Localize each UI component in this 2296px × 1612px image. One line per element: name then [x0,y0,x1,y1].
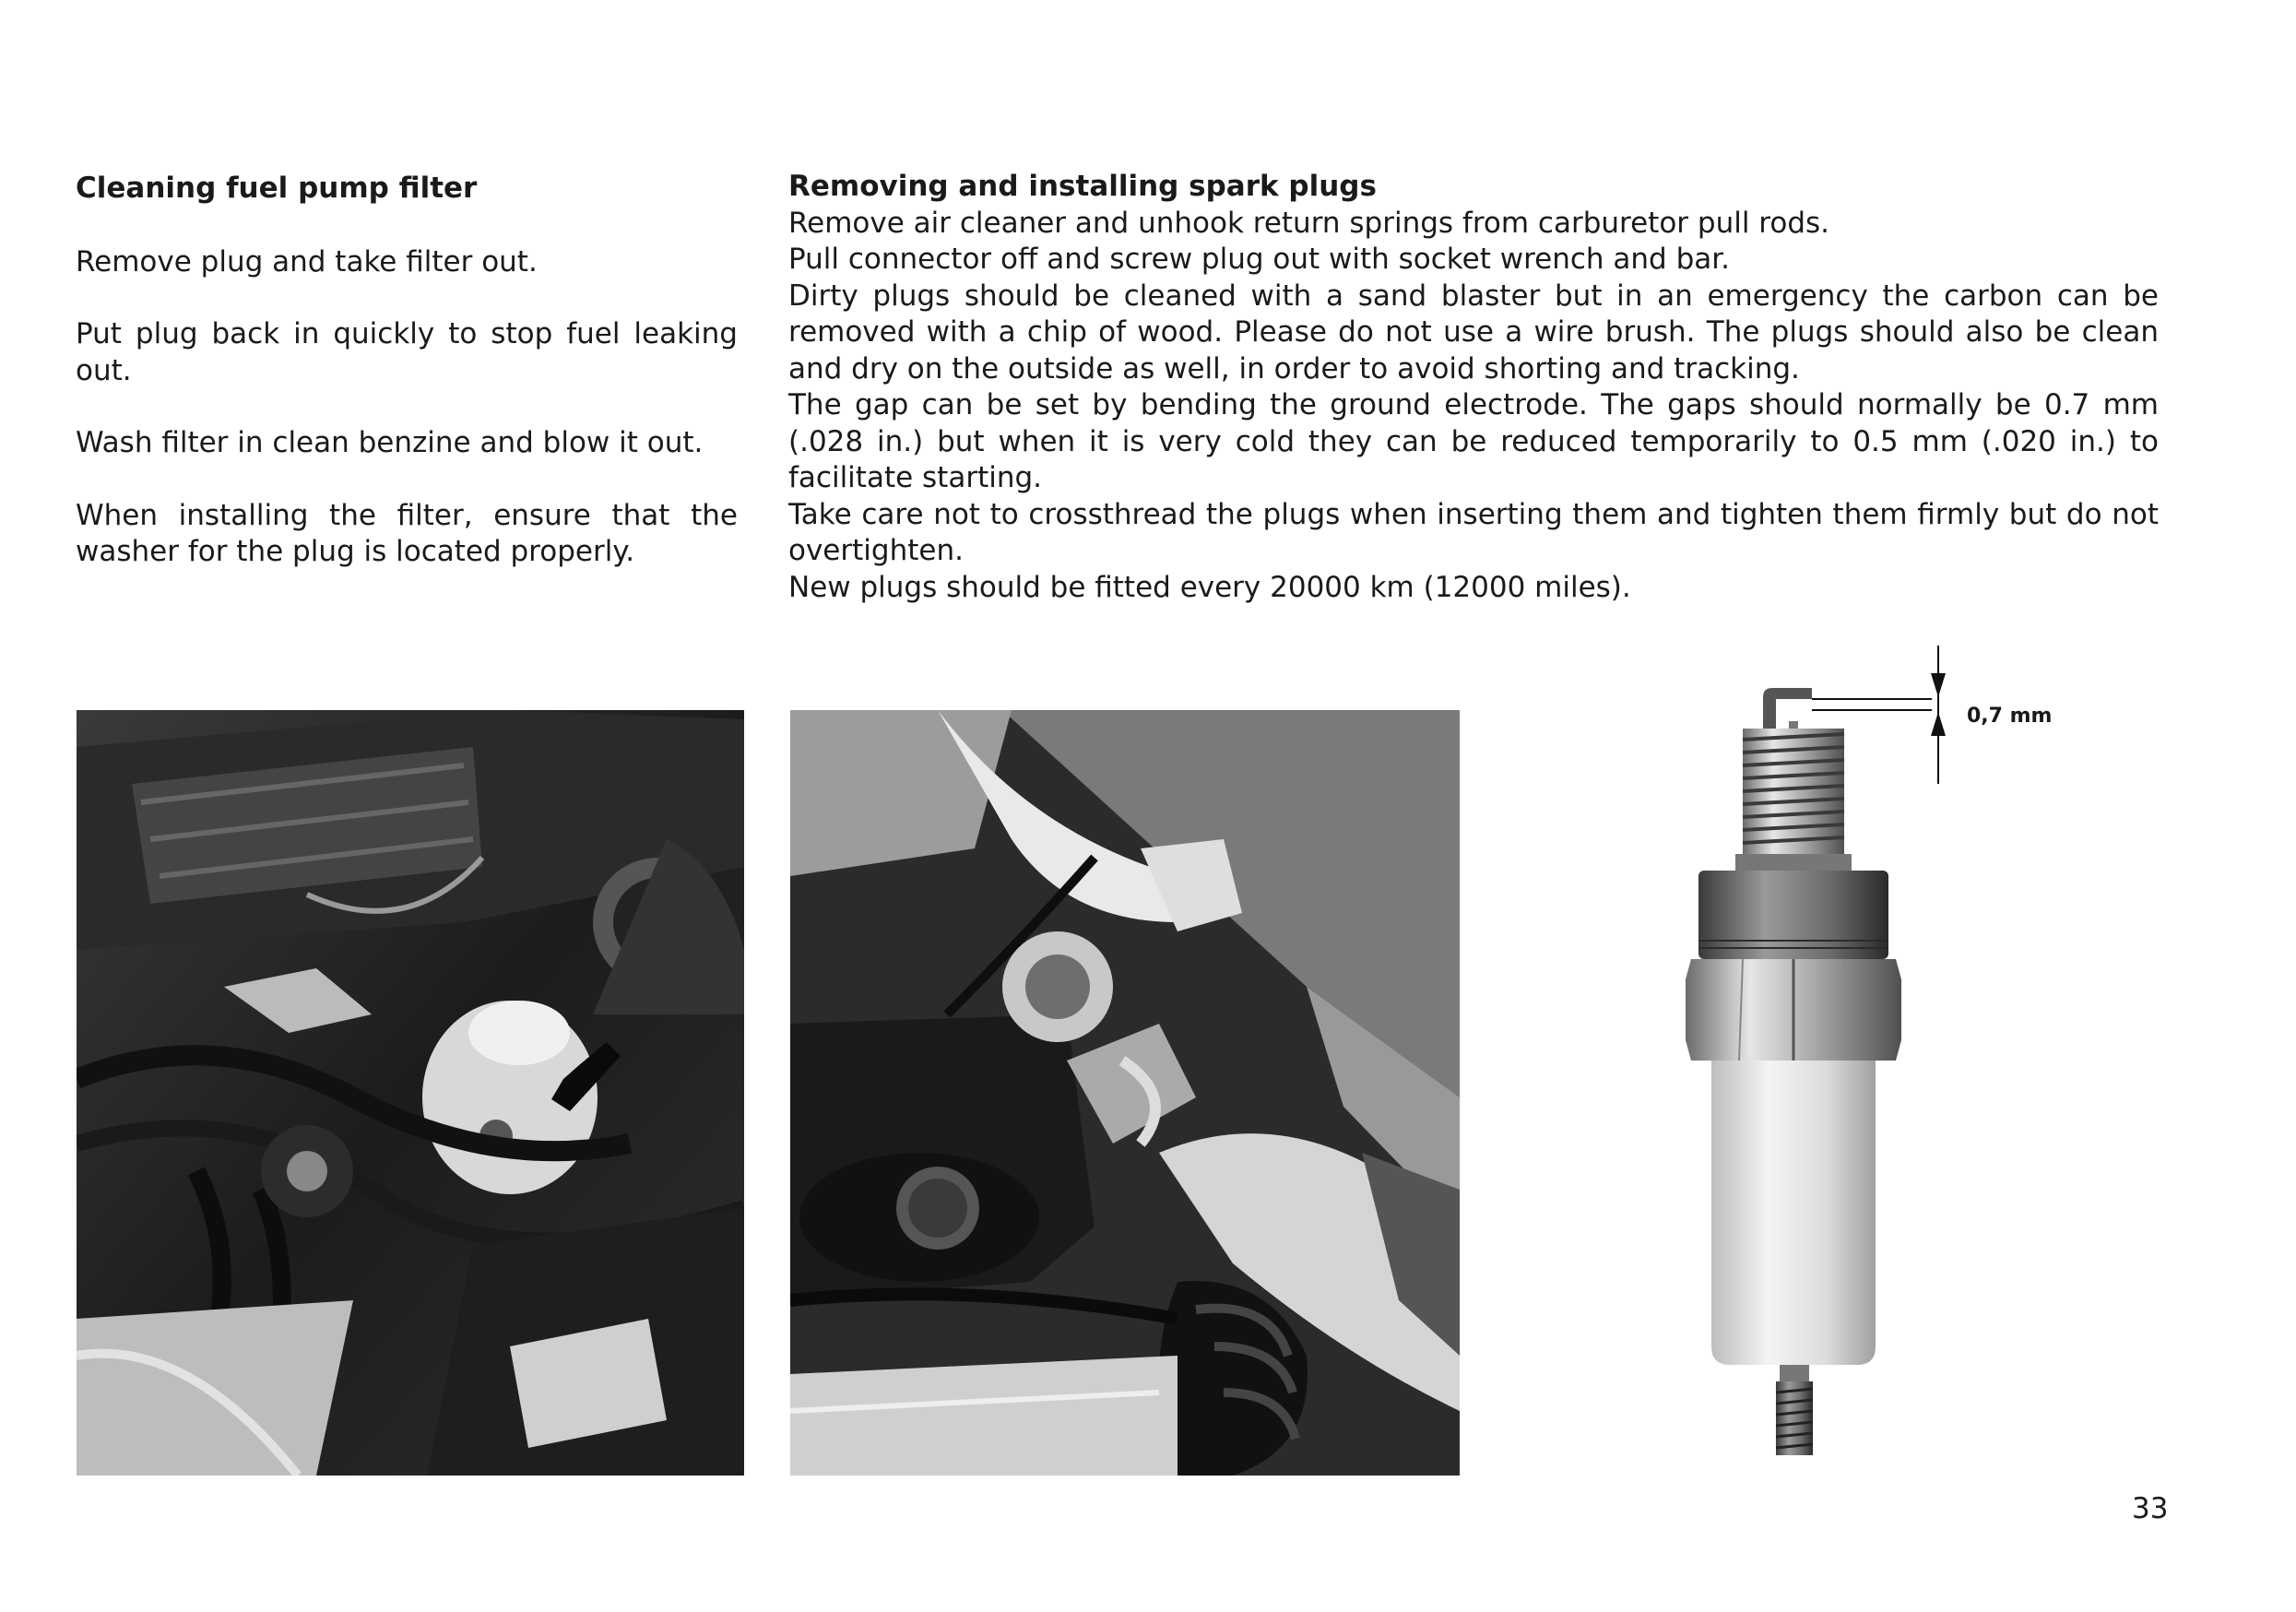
spark-plug-illustration [1651,636,2093,1476]
fuel-pump-paragraph: Wash filter in clean benzine and blow it out. [76,426,704,459]
fuel-pump-photo [77,710,744,1476]
fuel-pump-paragraph: Put plug back in quickly to stop fuel leaking out. [76,317,738,387]
spark-plug-removal-photo [790,710,1460,1476]
spark-plugs-line: Take care not to crossthread the plugs when inserting them and tighten them firmly but do not overtighten. [788,497,2159,567]
page-number: 33 [2132,1492,2169,1525]
spark-plugs-line: Dirty plugs should be cleaned with a sand blaster but in an emergency the carbon can be removed with a chip of wood. Please do not use a wire brush. The plugs should also be clean and dry on the outside as well, in order to avoid shorting and tracking. [788,279,2159,385]
spark-plugs-line: Pull connector off and screw plug out with socket wrench and bar. [788,243,1731,276]
fuel-pump-heading: Cleaning fuel pump filter [76,172,478,205]
spark-plugs-line: New plugs should be fitted every 20000 km (12000 miles). [788,570,1631,604]
spark-plugs-heading: Removing and installing spark plugs [788,170,1377,203]
spark-plugs-line: Remove air cleaner and unhook return springs from carburetor pull rods. [788,206,1830,240]
gap-dimension-label: 0,7 mm [1967,705,2053,728]
fuel-pump-section [76,171,738,607]
fuel-pump-paragraph: Remove plug and take filter out. [76,244,538,279]
spark-plugs-section [788,169,2159,606]
spark-plugs-line: The gap can be set by bending the ground electrode. The gaps should normally be 0.7 mm (.028 in.) but when it is very cold they can be reduced temporarily to 0.5 mm (.020 in.) to facilitate starting. [788,388,2159,494]
fuel-pump-paragraph: When installing the filter, ensure that the washer for the plug is located properly. [76,498,738,568]
